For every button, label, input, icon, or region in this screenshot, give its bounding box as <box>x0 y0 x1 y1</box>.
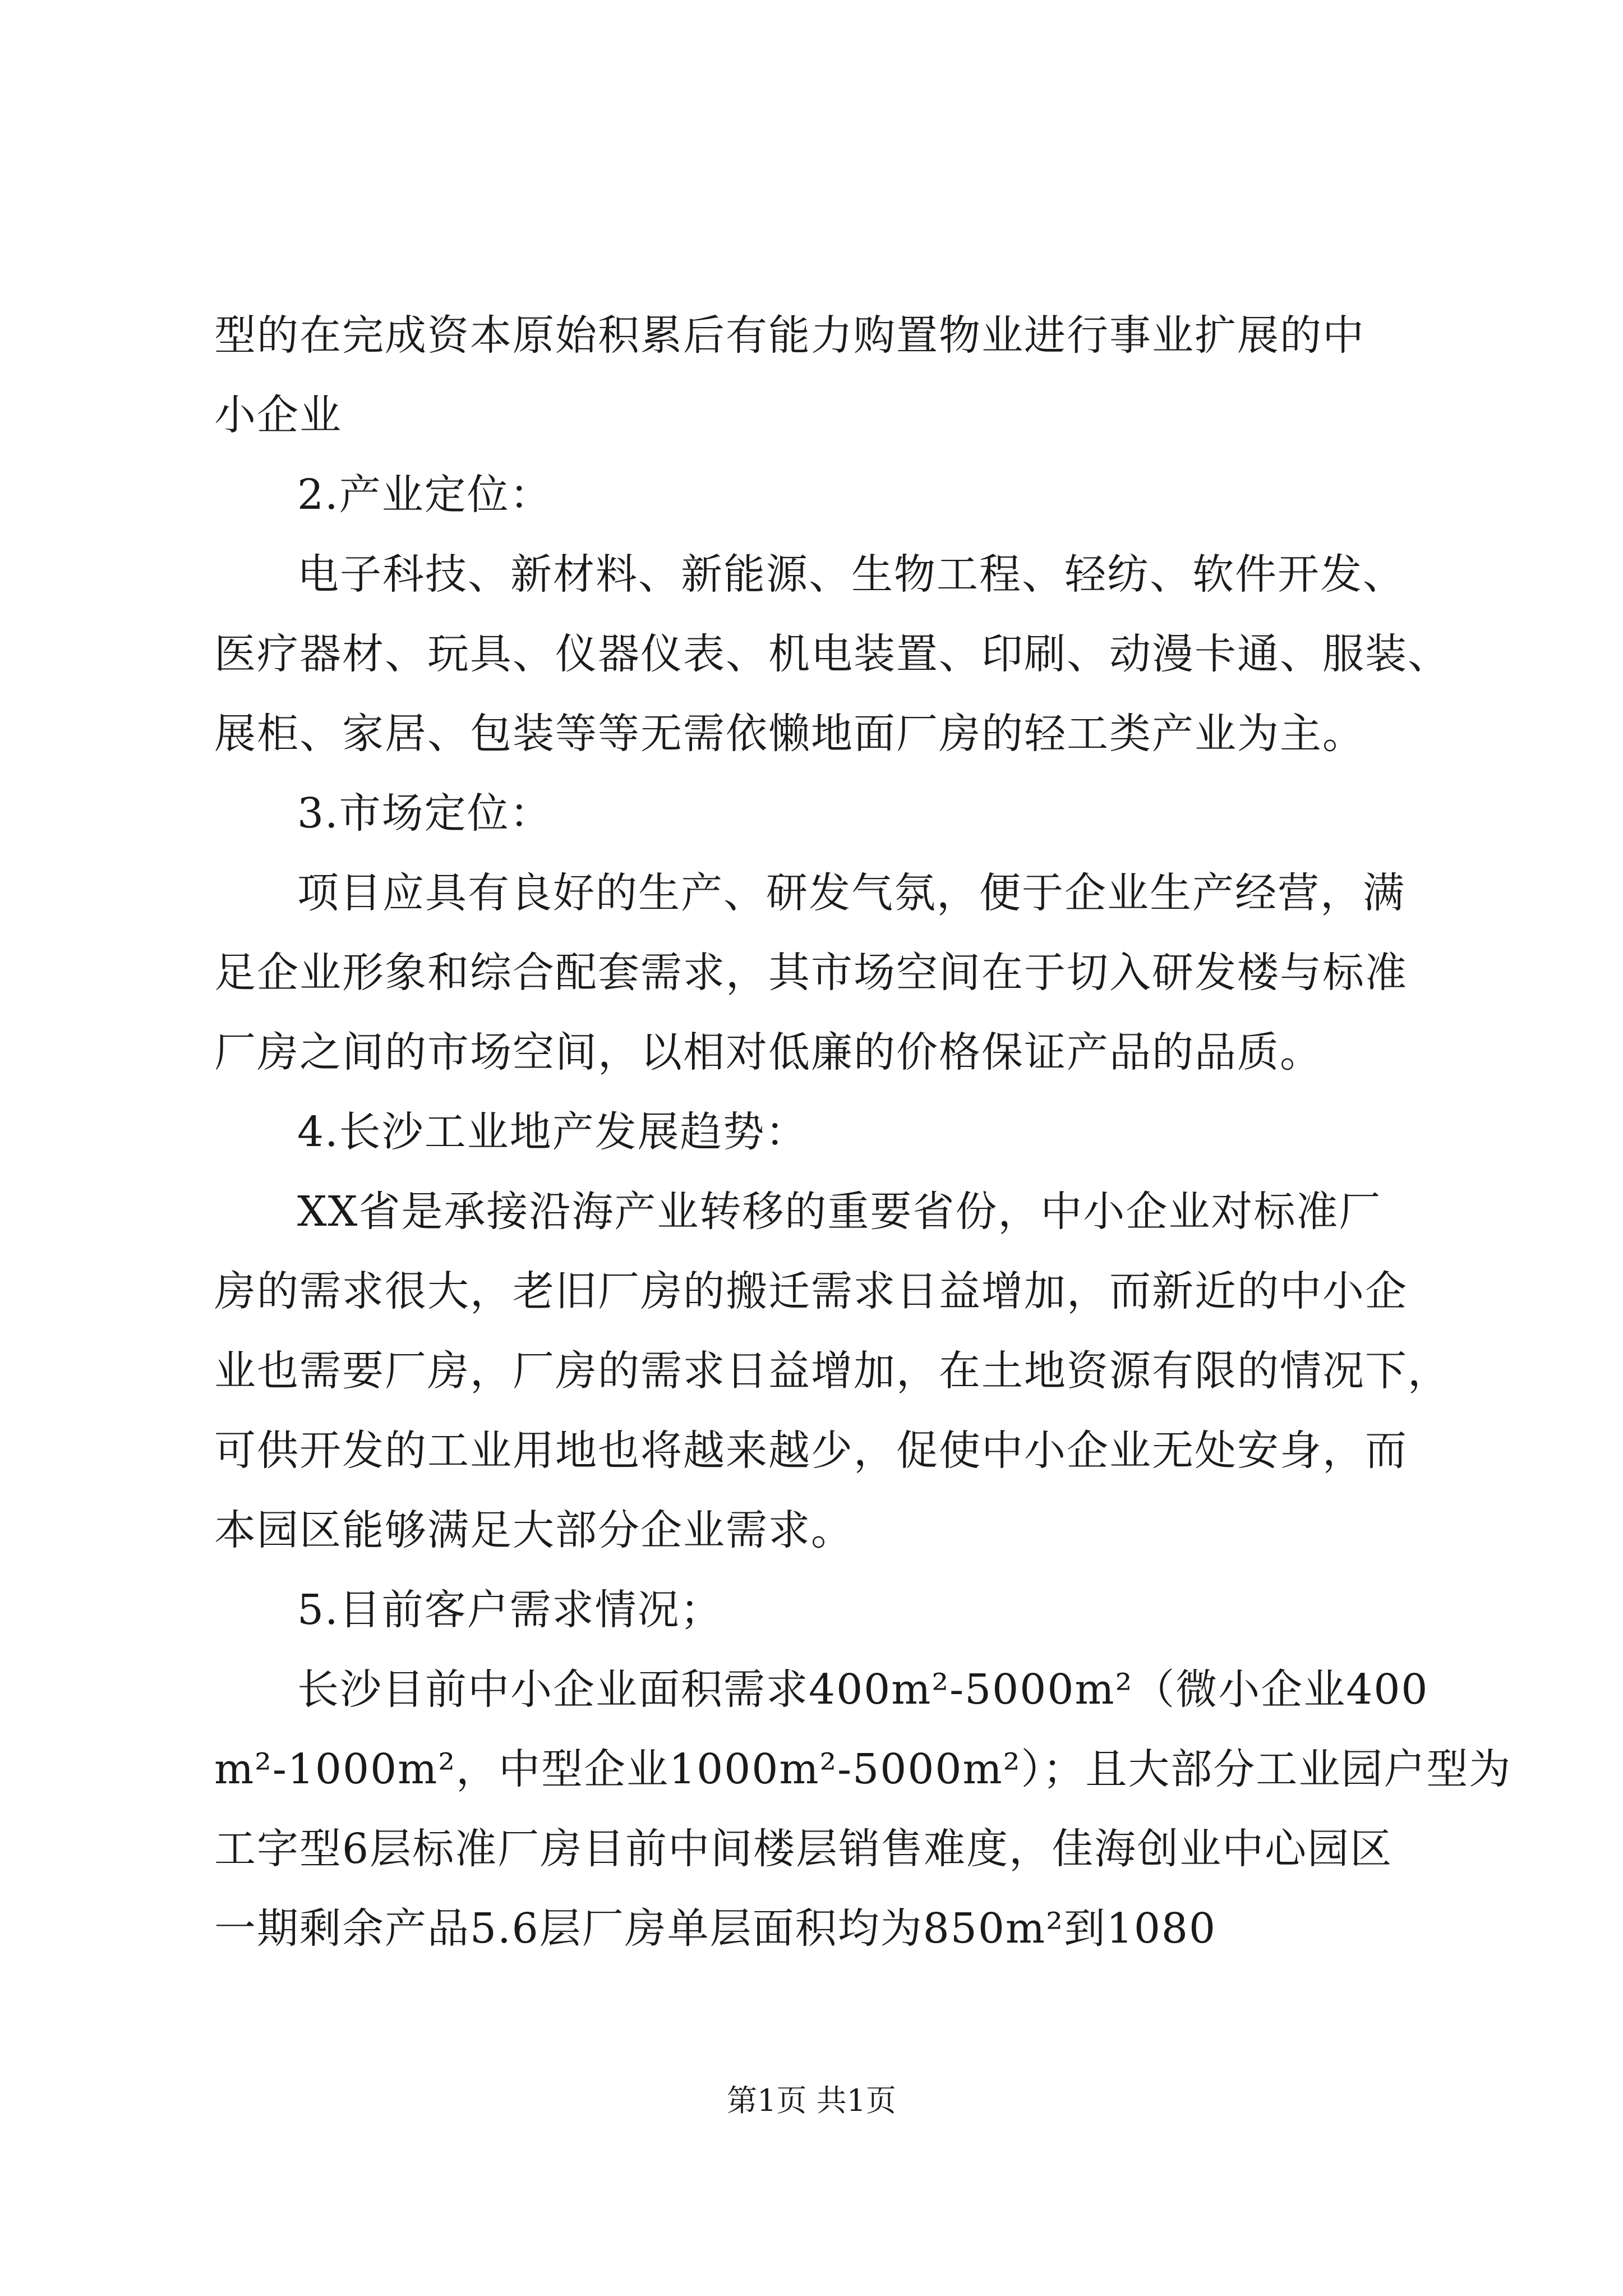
body-text-line: 医疗器材、玩具、仪器仪表、机电装置、印刷、动漫卡通、服装、 <box>214 630 1450 678</box>
body-text-line: 长沙目前中小企业面积需求400m²-5000m²（微小企业400 <box>297 1665 1429 1714</box>
body-text-line: 房的需求很大，老旧厂房的搬迁需求日益增加，而新近的中小企 <box>214 1267 1408 1315</box>
body-text-line: 业也需要厂房，厂房的需求日益增加，在土地资源有限的情况下， <box>214 1347 1450 1395</box>
body-text-line: XX省是承接沿海产业转移的重要省份，中小企业对标准厂 <box>297 1188 1382 1236</box>
body-text-line: 工字型6层标准厂房目前中间楼层销售难度，佳海创业中心园区 <box>214 1825 1393 1873</box>
section-heading: 5.目前客户需求情况； <box>297 1586 723 1634</box>
body-text-line: 足企业形象和综合配套需求，其市场空间在于切入研发楼与标准 <box>214 949 1408 997</box>
body-text-line: 展柜、家居、包装等等无需依懒地面厂房的轻工类产业为主。 <box>214 710 1365 758</box>
section-heading: 3.市场定位： <box>297 789 552 838</box>
body-text-line: 本园区能够满足大部分企业需求。 <box>214 1506 854 1554</box>
body-text-line: 小企业 <box>214 391 342 439</box>
body-text-line: 型的在完成资本原始积累后有能力购置物业进行事业扩展的中 <box>214 311 1365 360</box>
section-heading: 4.长沙工业地产发展趋势： <box>297 1108 808 1156</box>
body-text-line: 电子科技、新材料、新能源、生物工程、轻纺、软件开发、 <box>297 550 1405 599</box>
body-text-line: 一期剩余产品5.6层厂房单层面积均为850m²到1080 <box>214 1904 1217 1953</box>
body-text-line: 可供开发的工业用地也将越来越少，促使中小企业无处安身，而 <box>214 1427 1408 1475</box>
body-text-line: 厂房之间的市场空间，以相对低廉的价格保证产品的品质。 <box>214 1028 1322 1076</box>
page-footer: 第1页 共1页 <box>727 2083 896 2118</box>
body-text-line: 项目应具有良好的生产、研发气氛，便于企业生产经营，满 <box>297 869 1405 917</box>
section-heading: 2.产业定位： <box>297 471 552 519</box>
body-text-line: m²-1000m²，中型企业1000m²-5000m²）；且大部分工业园户型为 <box>214 1745 1512 1793</box>
